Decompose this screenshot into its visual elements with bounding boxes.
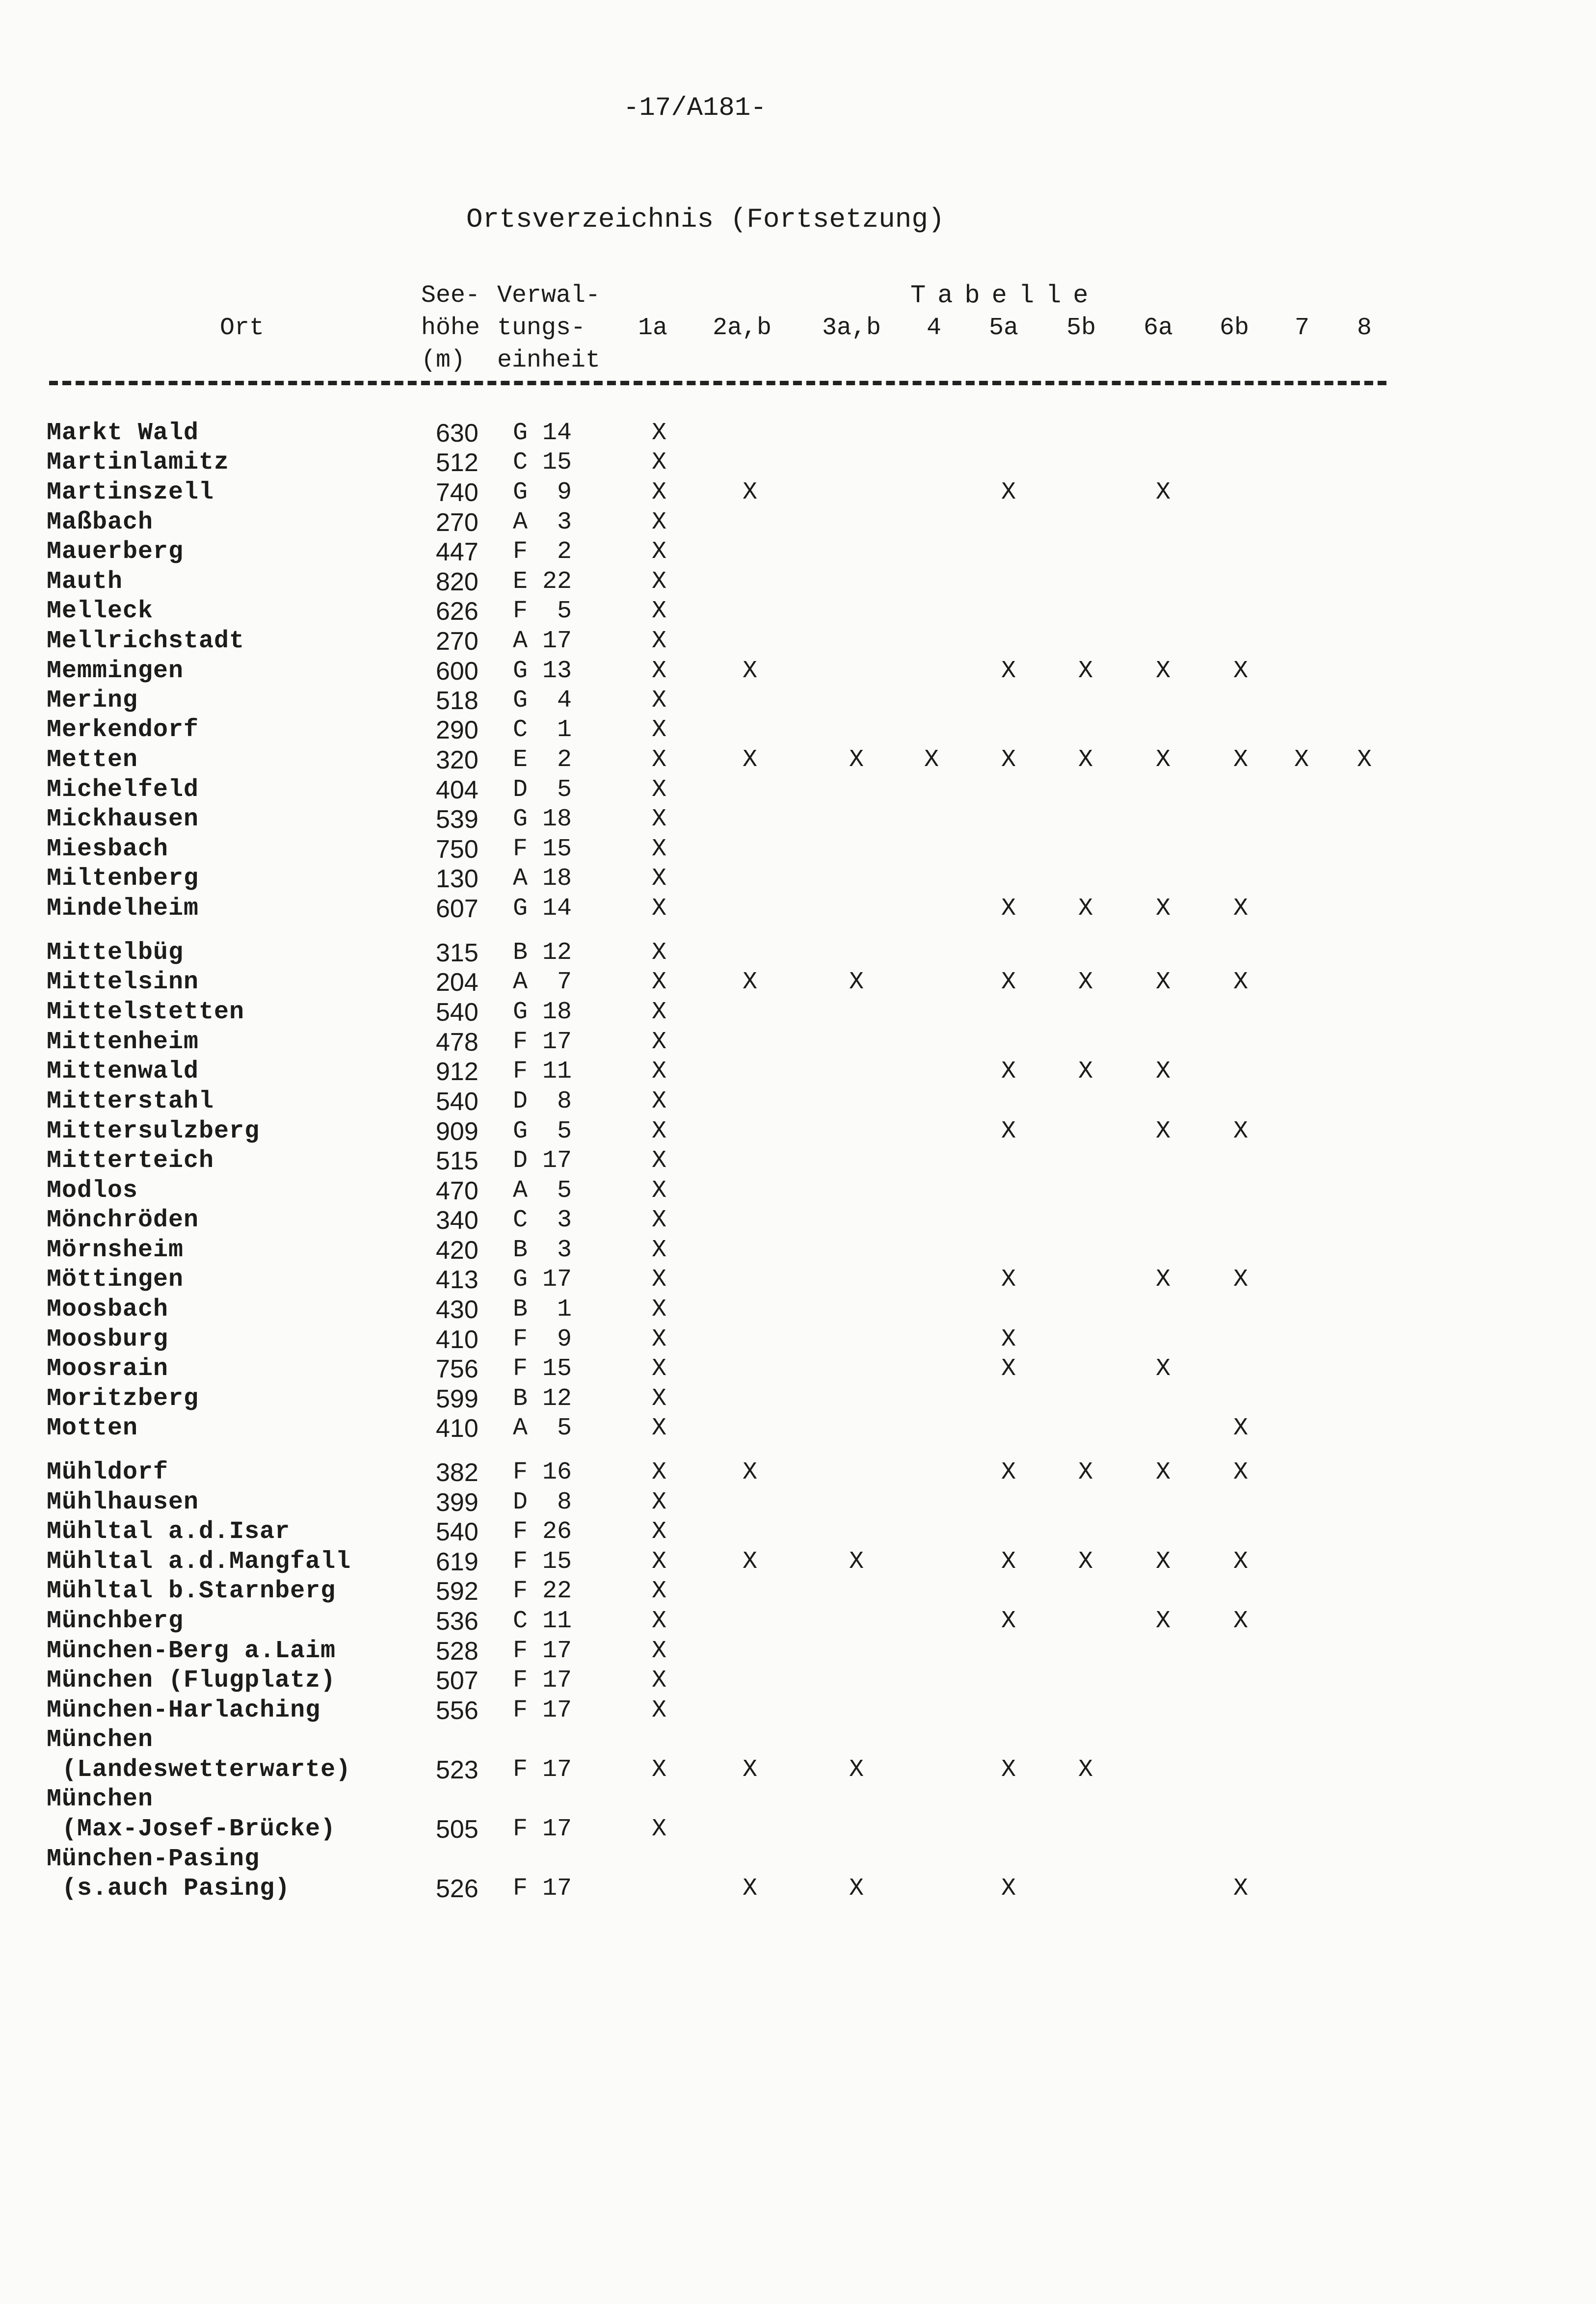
ort-cell: Münchberg [47,1607,184,1635]
ort-cell: Mauerberg [47,538,184,566]
verwaltung-cell: B 12 [513,939,572,967]
header-seehoehe-1: See- [421,282,480,310]
mark-5b: X [1078,746,1093,774]
seehoehe-cell: 470 [436,1177,479,1205]
verwaltung-cell: G 5 [513,1117,572,1145]
ort-cell: Mühltal b.Starnberg [47,1577,336,1605]
seehoehe-cell: 512 [436,449,479,477]
seehoehe-cell: 540 [436,998,479,1027]
verwaltung-cell: A 5 [513,1414,572,1442]
verwaltung-cell: F 2 [513,538,572,566]
seehoehe-cell: 599 [436,1385,479,1413]
ort-cell: Martinszell [47,478,214,506]
header-tabelle: Tabelle [910,281,1100,310]
ort-cell: München (Flugplatz) [47,1667,336,1695]
seehoehe-cell: 820 [436,568,479,596]
ort-cell: Mering [47,687,138,715]
ort-cell: München-Harlaching [47,1696,321,1724]
mark-1a: X [651,865,667,893]
seehoehe-cell: 315 [436,939,479,967]
seehoehe-cell: 420 [436,1236,479,1265]
mark-5a: X [1001,1607,1016,1635]
ort-cell: Mittersulzberg [47,1117,260,1145]
seehoehe-cell: 447 [436,538,479,566]
mark-1a: X [651,1028,667,1056]
ort-cell: Mittelstetten [47,998,245,1026]
ort-cell: Mindelheim [47,895,199,923]
ort-cell: Maßbach [47,508,154,536]
seehoehe-cell: 382 [436,1458,479,1487]
seehoehe-cell: 607 [436,895,479,923]
mark-1a: X [651,1147,667,1175]
mark-6a: X [1155,478,1171,506]
mark-1a: X [651,1087,667,1115]
verwaltung-cell: D 17 [513,1147,572,1175]
ort-cell: Mörnsheim [47,1236,184,1264]
verwaltung-cell: A 3 [513,508,572,536]
header-col-8: 8 [1357,314,1372,342]
mark-2ab: X [742,1756,758,1784]
verwaltung-cell: G 14 [513,419,572,447]
mark-5a: X [1001,1875,1016,1903]
mark-1a: X [651,1296,667,1324]
mark-5b: X [1078,1058,1093,1086]
mark-1a: X [651,478,667,506]
mark-6a: X [1155,1058,1171,1086]
mark-1a: X [651,968,667,996]
verwaltung-cell: A 17 [513,627,572,655]
mark-6b: X [1233,1266,1249,1294]
mark-1a: X [651,1266,667,1294]
verwaltung-cell: F 17 [513,1667,572,1695]
verwaltung-cell: G 18 [513,805,572,833]
verwaltung-cell: A 5 [513,1177,572,1205]
mark-5b: X [1078,895,1093,923]
ort-cell: Moosbach [47,1296,169,1324]
mark-6a: X [1155,1458,1171,1486]
header-divider [49,381,1386,385]
mark-3ab: X [849,1756,864,1784]
verwaltung-cell: D 8 [513,1087,572,1115]
mark-3ab: X [849,968,864,996]
seehoehe-cell: 320 [436,746,479,774]
seehoehe-cell: 478 [436,1028,479,1057]
ort-cell: Miltenberg [47,865,199,893]
verwaltung-cell: B 3 [513,1236,572,1264]
mark-5b: X [1078,1458,1093,1486]
mark-1a: X [651,1577,667,1605]
mark-6b: X [1233,1548,1249,1576]
mark-5a: X [1001,968,1016,996]
mark-1a: X [651,939,667,967]
mark-1a: X [651,895,667,923]
mark-2ab: X [742,1458,758,1486]
mark-1a: X [651,657,667,685]
page-title: Ortsverzeichnis (Fortsetzung) [466,204,945,235]
mark-6b: X [1233,746,1249,774]
mark-2ab: X [742,657,758,685]
seehoehe-cell: 430 [436,1296,479,1324]
mark-1a: X [651,1414,667,1442]
mark-1a: X [651,1637,667,1665]
mark-1a: X [651,1518,667,1546]
verwaltung-cell: G 18 [513,998,572,1026]
mark-1a: X [651,1058,667,1086]
mark-5a: X [1001,895,1016,923]
verwaltung-cell: C 3 [513,1206,572,1234]
ort-cell: München [47,1726,154,1754]
mark-1a: X [651,1206,667,1234]
ort-cell: Mickhausen [47,805,199,833]
ort-cell: Moritzberg [47,1385,199,1413]
header-col-3ab: 3a,b [822,314,881,342]
mark-1a: X [651,1815,667,1843]
mark-5a: X [1001,1548,1016,1576]
mark-6a: X [1155,1607,1171,1635]
verwaltung-cell: C 15 [513,449,572,477]
verwaltung-cell: A 18 [513,865,572,893]
seehoehe-cell: 526 [436,1875,479,1903]
ort-cell: Memmingen [47,657,184,685]
seehoehe-cell: 290 [436,716,479,744]
ort-cell: Moosrain [47,1355,169,1383]
mark-1a: X [651,1756,667,1784]
verwaltung-cell: G 9 [513,478,572,506]
ort-cell: Mauth [47,568,123,596]
header-seehoehe-3: (m) [421,346,466,374]
header-verwaltung-2: tungs- [497,314,586,342]
mark-5a: X [1001,1458,1016,1486]
mark-1a: X [651,1236,667,1264]
ort-cell: Mittelbüg [47,939,184,967]
mark-1a: X [651,746,667,774]
seehoehe-cell: 912 [436,1058,479,1086]
mark-1a: X [651,597,667,625]
verwaltung-cell: E 2 [513,746,572,774]
mark-1a: X [651,508,667,536]
ort-cell: Miesbach [47,835,169,863]
mark-6b: X [1233,1875,1249,1903]
seehoehe-cell: 410 [436,1325,479,1354]
verwaltung-cell: G 14 [513,895,572,923]
ort-cell: Mellrichstadt [47,627,245,655]
mark-1a: X [651,687,667,715]
ort-cell: Mühlhausen [47,1488,199,1516]
mark-5a: X [1001,1117,1016,1145]
mark-6a: X [1155,968,1171,996]
header-seehoehe-2: höhe [421,314,480,342]
verwaltung-cell: F 17 [513,1028,572,1056]
header-ort: Ort [220,314,265,342]
verwaltung-cell: B 12 [513,1385,572,1413]
header-col-5b: 5b [1066,314,1096,342]
seehoehe-cell: 523 [436,1756,479,1784]
header-col-7: 7 [1294,314,1310,342]
ort-cell: Michelfeld [47,776,199,804]
header-col-1a: 1a [638,314,668,342]
verwaltung-cell: F 17 [513,1637,572,1665]
mark-5a: X [1001,1756,1016,1784]
verwaltung-cell: F 5 [513,597,572,625]
mark-6b: X [1233,1458,1249,1486]
header-col-6b: 6b [1219,314,1250,342]
verwaltung-cell: F 17 [513,1875,572,1903]
verwaltung-cell: D 5 [513,776,572,804]
mark-5a: X [1001,1266,1016,1294]
ort-cell: München-Pasing [47,1845,260,1873]
mark-6a: X [1155,1117,1171,1145]
ort-cell: München-Berg a.Laim [47,1637,336,1665]
seehoehe-cell: 750 [436,835,479,864]
mark-5b: X [1078,1548,1093,1576]
ort-cell: Mönchröden [47,1206,199,1234]
header-col-6a: 6a [1143,314,1173,342]
seehoehe-cell: 630 [436,419,479,448]
mark-3ab: X [849,1875,864,1903]
mark-5a: X [1001,1325,1016,1353]
mark-1a: X [651,998,667,1026]
ort-cell: Moosburg [47,1325,169,1353]
seehoehe-cell: 909 [436,1117,479,1146]
mark-1a: X [651,716,667,744]
seehoehe-cell: 528 [436,1637,479,1666]
seehoehe-cell: 507 [436,1667,479,1695]
mark-2ab: X [742,746,758,774]
seehoehe-cell: 539 [436,805,479,834]
ort-cell: (Max-Josef-Brücke) [47,1815,336,1843]
mark-3ab: X [849,746,864,774]
ort-cell: Merkendorf [47,716,199,744]
page-number: -17/A181- [623,93,767,123]
seehoehe-cell: 740 [436,478,479,507]
mark-1a: X [651,1177,667,1205]
verwaltung-cell: F 17 [513,1756,572,1784]
seehoehe-cell: 505 [436,1815,479,1844]
mark-8: X [1357,746,1372,774]
mark-2ab: X [742,968,758,996]
mark-6a: X [1155,657,1171,685]
seehoehe-cell: 756 [436,1355,479,1383]
ort-cell: Mitterstahl [47,1087,214,1115]
seehoehe-cell: 540 [436,1518,479,1546]
mark-6b: X [1233,1117,1249,1145]
mark-6b: X [1233,657,1249,685]
ort-cell: Mittenheim [47,1028,199,1056]
seehoehe-cell: 540 [436,1087,479,1116]
seehoehe-cell: 536 [436,1607,479,1636]
mark-5a: X [1001,1058,1016,1086]
mark-6b: X [1233,895,1249,923]
verwaltung-cell: F 15 [513,1355,572,1383]
mark-6a: X [1155,1355,1171,1383]
ort-cell: Mitterteich [47,1147,214,1175]
ort-cell: Mittenwald [47,1058,199,1086]
mark-1a: X [651,1385,667,1413]
mark-6a: X [1155,746,1171,774]
ort-cell: Mühldorf [47,1458,169,1486]
verwaltung-cell: A 7 [513,968,572,996]
ort-cell: Mühltal a.d.Mangfall [47,1548,351,1576]
verwaltung-cell: F 17 [513,1815,572,1843]
mark-1a: X [651,1117,667,1145]
mark-1a: X [651,1667,667,1695]
mark-6b: X [1233,968,1249,996]
header-verwaltung-1: Verwal- [497,282,601,310]
mark-1a: X [651,449,667,477]
ort-cell: Markt Wald [47,419,199,447]
mark-1a: X [651,419,667,447]
seehoehe-cell: 556 [436,1696,479,1725]
mark-4: X [924,746,939,774]
seehoehe-cell: 130 [436,865,479,893]
verwaltung-cell: C 1 [513,716,572,744]
mark-1a: X [651,1696,667,1724]
header-col-4: 4 [926,314,942,342]
mark-5b: X [1078,968,1093,996]
ort-cell: München [47,1785,154,1813]
mark-1a: X [651,1355,667,1383]
mark-6a: X [1155,1266,1171,1294]
seehoehe-cell: 619 [436,1548,479,1576]
ort-cell: Martinlamitz [47,449,230,477]
header-col-5a: 5a [988,314,1019,342]
mark-6b: X [1233,1414,1249,1442]
mark-1a: X [651,538,667,566]
mark-1a: X [651,1458,667,1486]
verwaltung-cell: F 15 [513,835,572,863]
verwaltung-cell: C 11 [513,1607,572,1635]
ort-cell: Metten [47,746,138,774]
verwaltung-cell: F 15 [513,1548,572,1576]
ort-cell: Melleck [47,597,154,625]
mark-2ab: X [742,1548,758,1576]
mark-1a: X [651,568,667,596]
verwaltung-cell: F 11 [513,1058,572,1086]
mark-6b: X [1233,1607,1249,1635]
verwaltung-cell: D 8 [513,1488,572,1516]
mark-5a: X [1001,746,1016,774]
ort-cell: Möttingen [47,1266,184,1294]
mark-5b: X [1078,657,1093,685]
verwaltung-cell: G 4 [513,687,572,715]
ort-cell: Motten [47,1414,138,1442]
ort-cell: (Landeswetterwarte) [47,1756,351,1784]
ort-cell: Mittelsinn [47,968,199,996]
seehoehe-cell: 600 [436,657,479,686]
seehoehe-cell: 204 [436,968,479,997]
seehoehe-cell: 413 [436,1266,479,1294]
header-verwaltung-3: einheit [497,346,601,374]
mark-7: X [1294,746,1309,774]
seehoehe-cell: 340 [436,1206,479,1235]
verwaltung-cell: F 9 [513,1325,572,1353]
mark-1a: X [651,776,667,804]
seehoehe-cell: 515 [436,1147,479,1175]
ort-cell: (s.auch Pasing) [47,1875,291,1903]
mark-1a: X [651,835,667,863]
header-col-2ab: 2a,b [712,314,772,342]
mark-6a: X [1155,895,1171,923]
seehoehe-cell: 270 [436,627,479,656]
mark-1a: X [651,627,667,655]
verwaltung-cell: B 1 [513,1296,572,1324]
verwaltung-cell: F 26 [513,1518,572,1546]
mark-1a: X [651,1325,667,1353]
verwaltung-cell: F 22 [513,1577,572,1605]
seehoehe-cell: 626 [436,597,479,626]
mark-1a: X [651,1488,667,1516]
verwaltung-cell: G 13 [513,657,572,685]
verwaltung-cell: E 22 [513,568,572,596]
seehoehe-cell: 518 [436,687,479,715]
mark-3ab: X [849,1548,864,1576]
ort-cell: Modlos [47,1177,138,1205]
seehoehe-cell: 404 [436,776,479,804]
mark-6a: X [1155,1548,1171,1576]
mark-5b: X [1078,1756,1093,1784]
mark-5a: X [1001,1355,1016,1383]
seehoehe-cell: 410 [436,1414,479,1443]
verwaltung-cell: F 17 [513,1696,572,1724]
seehoehe-cell: 592 [436,1577,479,1606]
verwaltung-cell: G 17 [513,1266,572,1294]
mark-5a: X [1001,478,1016,506]
mark-1a: X [651,805,667,833]
verwaltung-cell: F 16 [513,1458,572,1486]
mark-1a: X [651,1607,667,1635]
mark-2ab: X [742,1875,758,1903]
seehoehe-cell: 399 [436,1488,479,1517]
mark-5a: X [1001,657,1016,685]
seehoehe-cell: 270 [436,508,479,537]
mark-1a: X [651,1548,667,1576]
mark-2ab: X [742,478,758,506]
ort-cell: Mühltal a.d.Isar [47,1518,291,1546]
